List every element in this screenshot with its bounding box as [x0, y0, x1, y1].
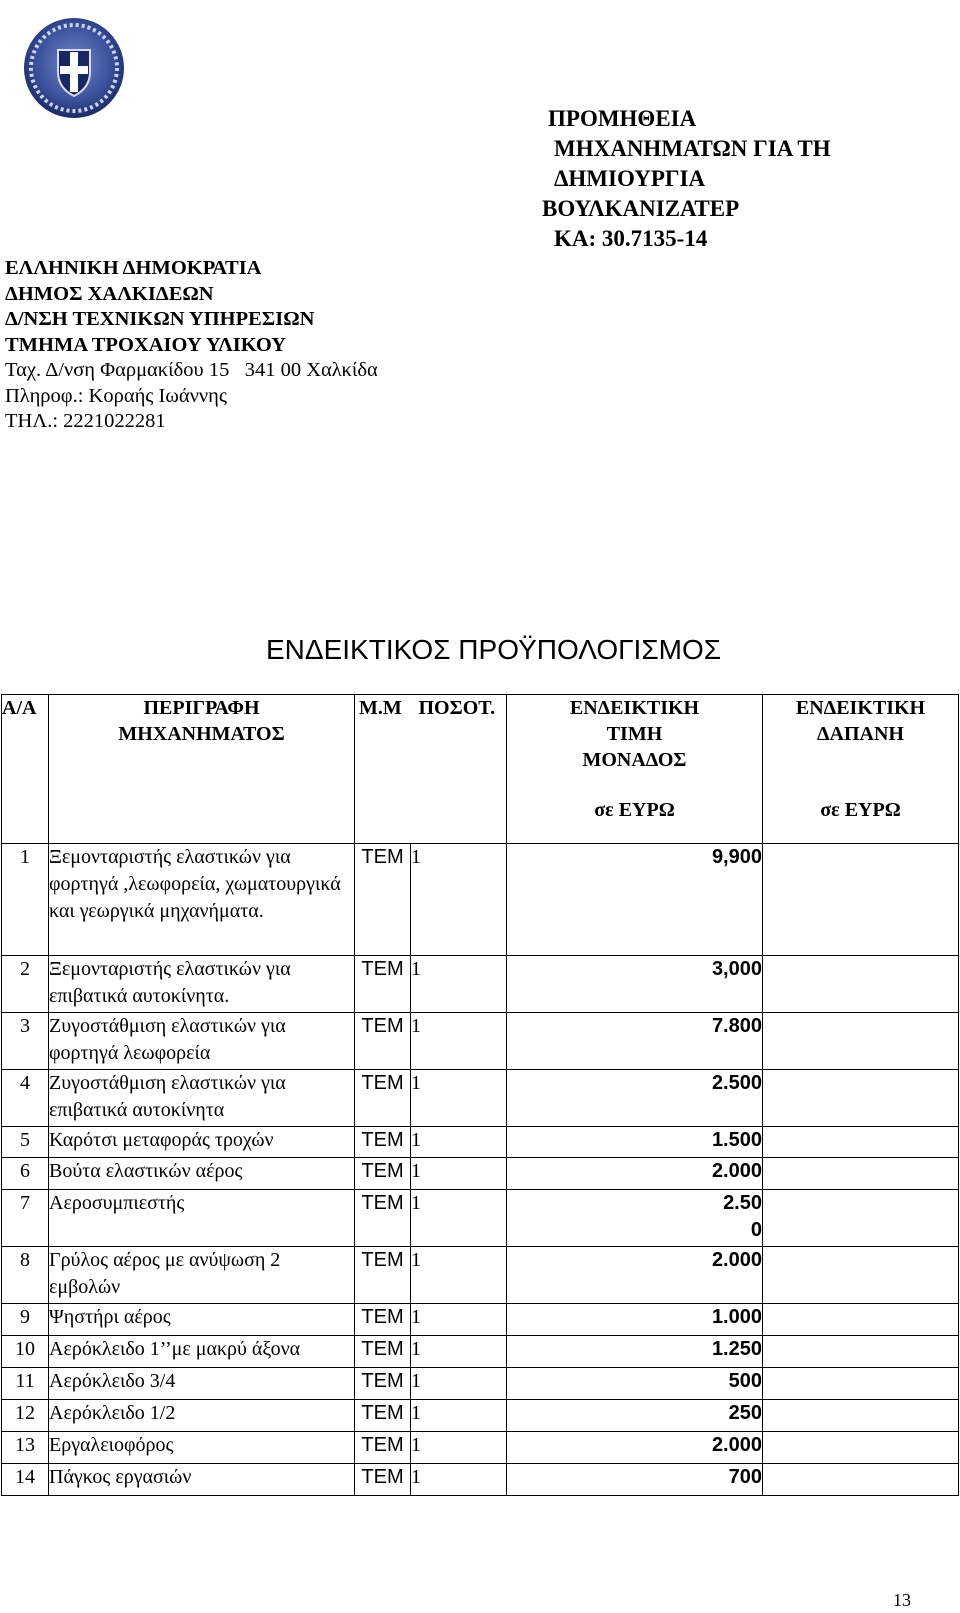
row-unit-price: 1.500 — [507, 1127, 763, 1158]
row-total — [763, 1070, 959, 1127]
project-line: ΠΡΟΜΗΘΕΙΑ — [548, 106, 697, 131]
header-description: ΠΕΡΙΓΡΑΦΗ ΜΗΧΑΝΗΜΑΤΟΣ — [49, 695, 355, 844]
table-row — [2, 1127, 959, 1158]
row-description: Ξεμονταριστής ελαστικών για επιβατικά αυτοκίνητα. — [49, 956, 355, 1013]
row-description: Καρότσι μεταφοράς τροχών — [49, 1127, 355, 1158]
currency-label: σε ΕΥΡΩ — [820, 799, 901, 821]
row-index: 10 — [2, 1336, 49, 1368]
page-number: 13 — [893, 1590, 911, 1610]
row-unit-price: 1.250 — [507, 1336, 763, 1368]
row-quantity: 1 — [411, 1400, 507, 1432]
table-row — [2, 1400, 959, 1432]
row-quantity: 1 — [411, 1336, 507, 1368]
row-unit-price: 2.000 — [507, 1247, 763, 1304]
row-total — [763, 1368, 959, 1400]
table-row — [2, 1190, 959, 1247]
row-unit: ΤΕΜ — [355, 1336, 411, 1368]
issuer-contact: Πληροφ.: Κοραής Ιωάννης — [5, 384, 227, 407]
row-total — [763, 1158, 959, 1190]
table-row — [2, 844, 959, 956]
row-description: Πάγκος εργασιών — [49, 1464, 355, 1496]
row-index: 4 — [2, 1070, 49, 1127]
row-total — [763, 956, 959, 1013]
row-index: 1 — [2, 844, 49, 956]
row-description: Αερόκλειδο 1/2 — [49, 1400, 355, 1432]
project-heading — [542, 104, 831, 254]
issuer-line: Δ/ΝΣΗ ΤΕΧΝΙΚΩΝ ΥΠΗΡΕΣΙΩΝ — [5, 308, 315, 330]
row-description: Αερόκλειδο 3/4 — [49, 1368, 355, 1400]
project-line: ΒΟΥΛΚΑΝΙΖΑΤΕΡ — [542, 196, 740, 221]
row-description: Ζυγοστάθμιση ελαστικών για φορτηγά λεωφορεία — [49, 1013, 355, 1070]
row-total — [763, 1013, 959, 1070]
row-index: 7 — [2, 1190, 49, 1247]
row-quantity: 1 — [411, 1432, 507, 1464]
table-row — [2, 1304, 959, 1336]
row-unit-price: 2.000 — [507, 1158, 763, 1190]
row-quantity: 1 — [411, 956, 507, 1013]
row-total — [763, 1304, 959, 1336]
issuer-line: ΔΗΜΟΣ ΧΑΛΚΙΔΕΩΝ — [5, 282, 214, 305]
table-row — [2, 1247, 959, 1304]
page-title: ΕΝΔΕΙΚΤΙΚΟΣ ΠΡΟΫΠΟΛΟΓΙΣΜΟΣ — [266, 634, 722, 665]
row-index: 3 — [2, 1013, 49, 1070]
row-total — [763, 1127, 959, 1158]
row-unit: ΤΕΜ — [355, 1432, 411, 1464]
row-total — [763, 1336, 959, 1368]
issuer-line: ΕΛΛΗΝΙΚΗ ΔΗΜΟΚΡΑΤΙΑ — [5, 257, 262, 279]
row-quantity: 1 — [411, 1464, 507, 1496]
header-unit: Μ.Μ — [355, 695, 411, 844]
row-description: Ζυγοστάθμιση ελαστικών για επιβατικά αυτοκίνητα — [49, 1070, 355, 1127]
row-unit: ΤΕΜ — [355, 1247, 411, 1304]
row-unit: ΤΕΜ — [355, 1158, 411, 1190]
project-line: ΔΗΜΙΟΥΡΓΙΑ — [554, 166, 706, 191]
row-unit-price: 700 — [507, 1464, 763, 1496]
table-row — [2, 1432, 959, 1464]
row-description: Ψηστήρι αέρος — [49, 1304, 355, 1336]
row-index: 5 — [2, 1127, 49, 1158]
row-description: Αερόκλειδο 1’’με μακρύ άξονα — [49, 1336, 355, 1368]
row-unit-price: 3,000 — [507, 956, 763, 1013]
row-quantity: 1 — [411, 1127, 507, 1158]
row-total — [763, 1247, 959, 1304]
row-unit-price: 2.500 — [507, 1070, 763, 1127]
issuer-block — [5, 256, 378, 435]
header-unit-price: ΕΝΔΕΙΚΤΙΚΗ ΤΙΜΗ ΜΟΝΑΔΟΣ σε ΕΥΡΩ — [507, 695, 763, 844]
table-row — [2, 1158, 959, 1190]
project-line: ΜΗΧΑΝΗΜΑΤΩΝ ΓΙΑ ΤΗ — [554, 136, 831, 161]
row-unit: ΤΕΜ — [355, 956, 411, 1013]
row-total — [763, 1190, 959, 1247]
row-unit-price: 1.000 — [507, 1304, 763, 1336]
row-unit: ΤΕΜ — [355, 844, 411, 956]
row-quantity: 1 — [411, 1158, 507, 1190]
table-row — [2, 1070, 959, 1127]
row-description: Αεροσυμπιεστής — [49, 1190, 355, 1247]
row-unit: ΤΕΜ — [355, 1127, 411, 1158]
row-unit-price: 250 — [507, 1400, 763, 1432]
table-header-row — [2, 695, 959, 844]
table-row — [2, 1368, 959, 1400]
table-row — [2, 1013, 959, 1070]
row-description: Ξεμονταριστής ελαστικών για φορτηγά ,λεωφορεία, χωματουργικά και γεωργικά μηχανήματα. — [49, 844, 355, 956]
row-quantity: 1 — [411, 1247, 507, 1304]
row-total — [763, 1464, 959, 1496]
header-total: ΕΝΔΕΙΚΤΙΚΗ ΔΑΠΑΝΗ σε ΕΥΡΩ — [763, 695, 959, 844]
row-unit: ΤΕΜ — [355, 1070, 411, 1127]
budget-code: ΚΑ: 30.7135-14 — [554, 226, 708, 251]
row-unit-price: 2.000 — [507, 1432, 763, 1464]
issuer-line: ΤΜΗΜΑ ΤΡΟΧΑΙΟΥ ΥΛΙΚΟΥ — [5, 333, 287, 356]
issuer-phone: ΤΗΛ.: 2221022281 — [5, 410, 166, 432]
row-index: 11 — [2, 1368, 49, 1400]
row-unit: ΤΕΜ — [355, 1190, 411, 1247]
row-unit: ΤΕΜ — [355, 1304, 411, 1336]
table-row — [2, 956, 959, 1013]
row-quantity: 1 — [411, 1070, 507, 1127]
row-description: Γρύλος αέρος με ανύψωση 2 εμβολών — [49, 1247, 355, 1304]
header-index: Α/Α — [2, 695, 49, 844]
row-quantity: 1 — [411, 1190, 507, 1247]
row-total — [763, 1432, 959, 1464]
row-quantity: 1 — [411, 1304, 507, 1336]
row-index: 6 — [2, 1158, 49, 1190]
header-quantity: ΠΟΣΟΤ. — [411, 695, 507, 844]
row-index: 12 — [2, 1400, 49, 1432]
currency-label: σε ΕΥΡΩ — [594, 799, 675, 821]
issuer-address: Ταχ. Δ/νση Φαρμακίδου 15 341 00 Χαλκίδα — [5, 359, 378, 381]
row-total — [763, 844, 959, 956]
row-unit-price: 2.50 0 — [507, 1190, 763, 1247]
row-index: 9 — [2, 1304, 49, 1336]
row-unit: ΤΕΜ — [355, 1464, 411, 1496]
row-index: 13 — [2, 1432, 49, 1464]
row-unit-price: 9,900 — [507, 844, 763, 956]
row-unit-price: 500 — [507, 1368, 763, 1400]
budget-table — [1, 694, 959, 1496]
table-row — [2, 1464, 959, 1496]
table-row — [2, 1336, 959, 1368]
row-description: Βούτα ελαστικών αέρος — [49, 1158, 355, 1190]
greek-republic-seal-icon — [22, 16, 126, 120]
row-index: 14 — [2, 1464, 49, 1496]
row-total — [763, 1400, 959, 1432]
row-unit: ΤΕΜ — [355, 1368, 411, 1400]
row-quantity: 1 — [411, 1013, 507, 1070]
row-quantity: 1 — [411, 1368, 507, 1400]
row-index: 2 — [2, 956, 49, 1013]
row-description: Εργαλειοφόρος — [49, 1432, 355, 1464]
row-unit: ΤΕΜ — [355, 1013, 411, 1070]
row-index: 8 — [2, 1247, 49, 1304]
row-unit-price: 7.800 — [507, 1013, 763, 1070]
row-unit: ΤΕΜ — [355, 1400, 411, 1432]
row-quantity: 1 — [411, 844, 507, 956]
